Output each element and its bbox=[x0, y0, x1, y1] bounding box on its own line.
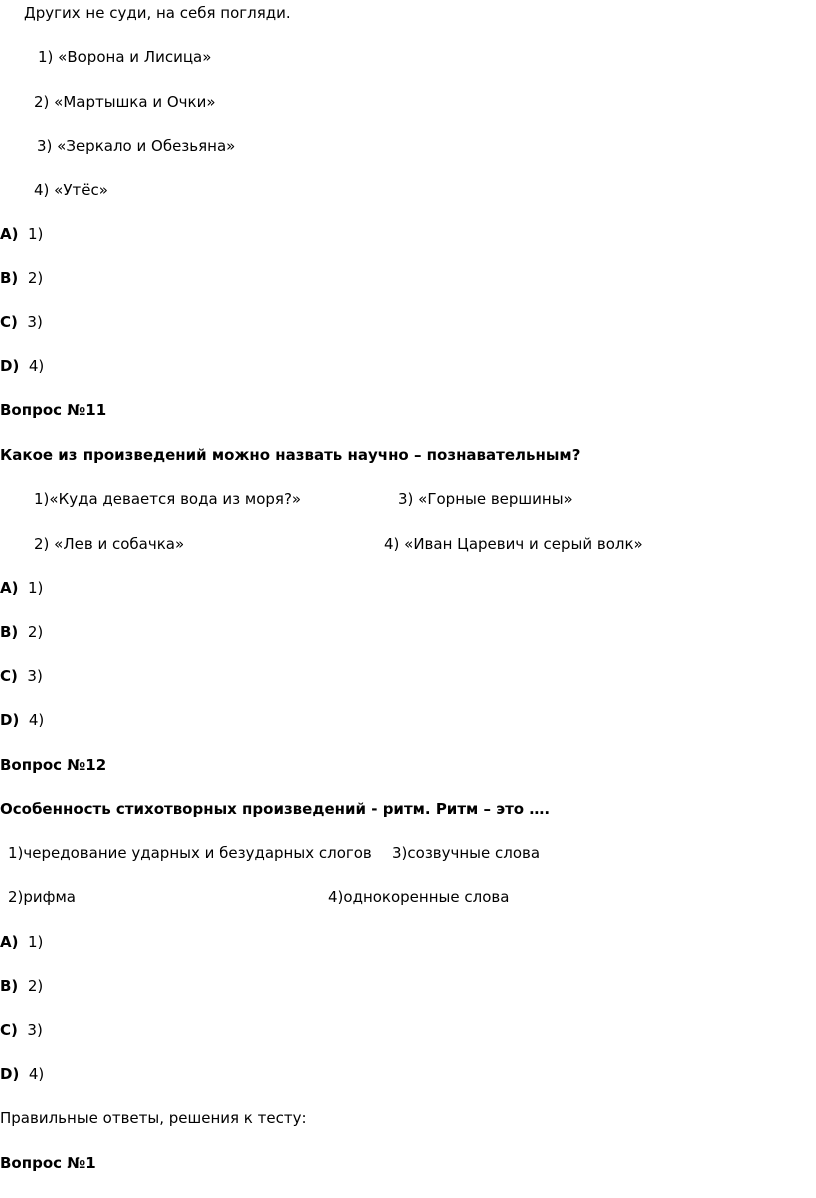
answer-value: 3) bbox=[27, 667, 43, 685]
answer-letter: C) bbox=[0, 1021, 18, 1039]
answer-letter: D) bbox=[0, 711, 20, 729]
answer-letter: D) bbox=[0, 357, 20, 375]
q12-answer-b[interactable] bbox=[0, 976, 43, 996]
q10-answer-b[interactable] bbox=[0, 268, 43, 288]
q11-title: Вопрос №11 bbox=[0, 401, 107, 419]
q11-question: Какое из произведений можно назвать научно – познавательным? bbox=[0, 446, 581, 464]
q12-option-3: 3)созвучные слова bbox=[392, 844, 541, 862]
answer-value: 2) bbox=[27, 623, 44, 641]
q12-option-4: 4)однокоренные слова bbox=[328, 888, 510, 906]
q11-answer-c[interactable] bbox=[0, 666, 43, 686]
answer-value: 3) bbox=[27, 1021, 43, 1039]
q12-question: Особенность стихотворных произведений - ритм. Ритм – это …. bbox=[0, 800, 551, 818]
answer-value: 1) bbox=[28, 933, 44, 951]
answer-value: 2) bbox=[27, 977, 44, 995]
q11-option-3: 3) «Горные вершины» bbox=[398, 490, 573, 508]
q10-answer-d[interactable] bbox=[0, 356, 44, 376]
answer-letter: C) bbox=[0, 667, 18, 685]
answer-letter: A) bbox=[0, 933, 19, 951]
answer-letter: B) bbox=[0, 269, 19, 287]
q12-option-1: 1)чередование ударных и безударных слогов bbox=[8, 844, 372, 862]
answer-value: 1) bbox=[28, 225, 44, 243]
q10-option-1: 1) «Ворона и Лисица» bbox=[38, 48, 212, 66]
q10-option-4: 4) «Утёс» bbox=[34, 181, 108, 199]
answer-value: 4) bbox=[28, 1065, 45, 1083]
q12-option-2: 2)рифма bbox=[8, 888, 76, 906]
answer-letter: B) bbox=[0, 623, 19, 641]
answer-letter: C) bbox=[0, 313, 18, 331]
q11-option-1: 1)«Куда девается вода из моря?» bbox=[34, 490, 302, 508]
q10-answer-a[interactable] bbox=[0, 224, 43, 244]
q12-answer-d[interactable] bbox=[0, 1064, 44, 1084]
q12-answer-a[interactable] bbox=[0, 932, 43, 952]
q10-option-2: 2) «Мартышка и Очки» bbox=[34, 93, 216, 111]
answer-value: 4) bbox=[28, 357, 45, 375]
q10-answer-c[interactable] bbox=[0, 312, 43, 332]
q11-option-2: 2) «Лев и собачка» bbox=[34, 535, 185, 553]
intro-text: Других не суди, на себя погляди. bbox=[24, 4, 291, 22]
q10-option-3: 3) «Зеркало и Обезьяна» bbox=[37, 137, 236, 155]
answer-value: 3) bbox=[27, 313, 43, 331]
answer-letter: D) bbox=[0, 1065, 20, 1083]
answer-value: 2) bbox=[27, 269, 44, 287]
answer-letter: B) bbox=[0, 977, 19, 995]
q12-title: Вопрос №12 bbox=[0, 756, 107, 774]
answer-letter: A) bbox=[0, 579, 19, 597]
q1-title: Вопрос №1 bbox=[0, 1154, 96, 1172]
answer-value: 1) bbox=[28, 579, 44, 597]
answer-letter: A) bbox=[0, 225, 19, 243]
q11-answer-d[interactable] bbox=[0, 710, 44, 730]
answer-value: 4) bbox=[28, 711, 45, 729]
answers-heading: Правильные ответы, решения к тесту: bbox=[0, 1109, 307, 1127]
q11-option-4: 4) «Иван Царевич и серый волк» bbox=[384, 535, 643, 553]
q11-answer-b[interactable] bbox=[0, 622, 43, 642]
q12-answer-c[interactable] bbox=[0, 1020, 43, 1040]
q11-answer-a[interactable] bbox=[0, 578, 43, 598]
